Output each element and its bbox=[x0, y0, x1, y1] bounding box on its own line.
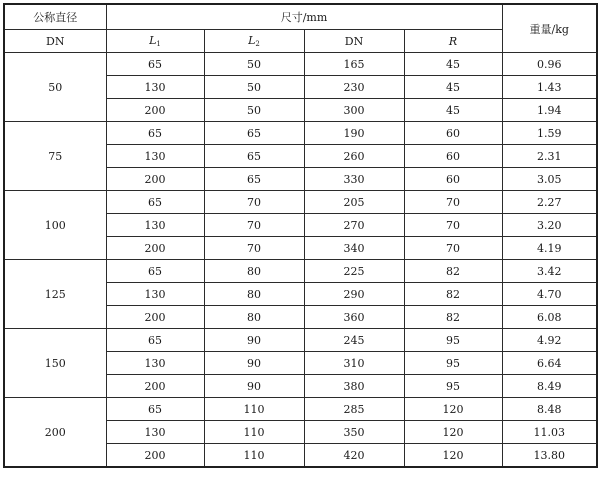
r-cell: 82 bbox=[404, 283, 502, 306]
l1-cell: 200 bbox=[106, 168, 204, 191]
weight-cell: 3.05 bbox=[502, 168, 597, 191]
l2-cell: 80 bbox=[204, 260, 304, 283]
weight-cell: 6.64 bbox=[502, 352, 597, 375]
dn-size-cell: 190 bbox=[304, 122, 404, 145]
l2-cell: 110 bbox=[204, 398, 304, 421]
l1-cell: 65 bbox=[106, 329, 204, 352]
header-nominal-diameter: 公称直径 bbox=[4, 4, 106, 30]
dn-size-cell: 205 bbox=[304, 191, 404, 214]
dn-size-cell: 380 bbox=[304, 375, 404, 398]
weight-cell: 2.27 bbox=[502, 191, 597, 214]
dn-size-cell: 165 bbox=[304, 53, 404, 76]
l1-cell: 130 bbox=[106, 214, 204, 237]
l1-cell: 65 bbox=[106, 260, 204, 283]
header-l2-base: L bbox=[248, 34, 256, 47]
l2-cell: 80 bbox=[204, 283, 304, 306]
header-row-1 bbox=[4, 4, 597, 30]
table-row bbox=[4, 122, 597, 145]
l2-cell: 90 bbox=[204, 352, 304, 375]
l1-cell: 130 bbox=[106, 76, 204, 99]
weight-cell: 3.42 bbox=[502, 260, 597, 283]
dn-size-cell: 310 bbox=[304, 352, 404, 375]
weight-cell: 11.03 bbox=[502, 421, 597, 444]
dn-size-cell: 330 bbox=[304, 168, 404, 191]
r-cell: 45 bbox=[404, 99, 502, 122]
weight-cell: 1.94 bbox=[502, 99, 597, 122]
header-weight: 重量/kg bbox=[502, 4, 597, 53]
l2-cell: 65 bbox=[204, 122, 304, 145]
header-dimensions: 尺寸/mm bbox=[106, 4, 502, 30]
weight-cell: 4.19 bbox=[502, 237, 597, 260]
l1-cell: 200 bbox=[106, 306, 204, 329]
r-cell: 95 bbox=[404, 375, 502, 398]
r-cell: 120 bbox=[404, 421, 502, 444]
header-r: R bbox=[404, 30, 502, 53]
r-cell: 70 bbox=[404, 214, 502, 237]
weight-cell: 0.96 bbox=[502, 53, 597, 76]
nominal-dn-cell: 100 bbox=[4, 191, 106, 260]
header-l1-sub: 1 bbox=[156, 40, 161, 48]
r-cell: 70 bbox=[404, 237, 502, 260]
l1-cell: 65 bbox=[106, 398, 204, 421]
weight-cell: 3.20 bbox=[502, 214, 597, 237]
table-row bbox=[4, 191, 597, 214]
header-l2-sub: 2 bbox=[255, 40, 260, 48]
l2-cell: 65 bbox=[204, 168, 304, 191]
weight-cell: 2.31 bbox=[502, 145, 597, 168]
l1-cell: 65 bbox=[106, 53, 204, 76]
r-cell: 60 bbox=[404, 122, 502, 145]
l2-cell: 65 bbox=[204, 145, 304, 168]
l2-cell: 70 bbox=[204, 214, 304, 237]
table-row bbox=[4, 53, 597, 76]
r-cell: 60 bbox=[404, 145, 502, 168]
l2-cell: 110 bbox=[204, 444, 304, 468]
r-cell: 45 bbox=[404, 53, 502, 76]
r-cell: 70 bbox=[404, 191, 502, 214]
r-cell: 95 bbox=[404, 352, 502, 375]
header-l1 bbox=[106, 30, 204, 53]
l1-cell: 200 bbox=[106, 99, 204, 122]
r-cell: 82 bbox=[404, 260, 502, 283]
weight-cell: 1.59 bbox=[502, 122, 597, 145]
r-cell: 120 bbox=[404, 444, 502, 468]
l1-cell: 200 bbox=[106, 375, 204, 398]
l2-cell: 90 bbox=[204, 329, 304, 352]
l2-cell: 110 bbox=[204, 421, 304, 444]
dn-size-cell: 360 bbox=[304, 306, 404, 329]
header-dn-size: DN bbox=[304, 30, 404, 53]
header-l1-base: L bbox=[149, 34, 157, 47]
r-cell: 120 bbox=[404, 398, 502, 421]
spec-table bbox=[3, 3, 598, 468]
weight-cell: 1.43 bbox=[502, 76, 597, 99]
weight-cell: 13.80 bbox=[502, 444, 597, 468]
dn-size-cell: 225 bbox=[304, 260, 404, 283]
weight-cell: 8.49 bbox=[502, 375, 597, 398]
l1-cell: 130 bbox=[106, 145, 204, 168]
header-l2 bbox=[204, 30, 304, 53]
table-row bbox=[4, 260, 597, 283]
r-cell: 82 bbox=[404, 306, 502, 329]
l1-cell: 130 bbox=[106, 283, 204, 306]
dn-size-cell: 350 bbox=[304, 421, 404, 444]
weight-cell: 4.92 bbox=[502, 329, 597, 352]
dn-size-cell: 285 bbox=[304, 398, 404, 421]
l1-cell: 65 bbox=[106, 191, 204, 214]
l2-cell: 70 bbox=[204, 191, 304, 214]
l2-cell: 50 bbox=[204, 99, 304, 122]
r-cell: 45 bbox=[404, 76, 502, 99]
dn-size-cell: 245 bbox=[304, 329, 404, 352]
table-row bbox=[4, 329, 597, 352]
l1-cell: 130 bbox=[106, 421, 204, 444]
l2-cell: 80 bbox=[204, 306, 304, 329]
l1-cell: 130 bbox=[106, 352, 204, 375]
dn-size-cell: 230 bbox=[304, 76, 404, 99]
dn-size-cell: 420 bbox=[304, 444, 404, 468]
l2-cell: 50 bbox=[204, 76, 304, 99]
l2-cell: 90 bbox=[204, 375, 304, 398]
r-cell: 95 bbox=[404, 329, 502, 352]
nominal-dn-cell: 75 bbox=[4, 122, 106, 191]
dn-size-cell: 340 bbox=[304, 237, 404, 260]
table-row bbox=[4, 398, 597, 421]
l2-cell: 50 bbox=[204, 53, 304, 76]
l1-cell: 200 bbox=[106, 237, 204, 260]
weight-cell: 8.48 bbox=[502, 398, 597, 421]
l1-cell: 65 bbox=[106, 122, 204, 145]
nominal-dn-cell: 50 bbox=[4, 53, 106, 122]
header-dn: DN bbox=[4, 30, 106, 53]
nominal-dn-cell: 200 bbox=[4, 398, 106, 468]
nominal-dn-cell: 150 bbox=[4, 329, 106, 398]
r-cell: 60 bbox=[404, 168, 502, 191]
l1-cell: 200 bbox=[106, 444, 204, 468]
weight-cell: 4.70 bbox=[502, 283, 597, 306]
dn-size-cell: 290 bbox=[304, 283, 404, 306]
dn-size-cell: 270 bbox=[304, 214, 404, 237]
dn-size-cell: 300 bbox=[304, 99, 404, 122]
spec-table-container bbox=[3, 3, 598, 468]
l2-cell: 70 bbox=[204, 237, 304, 260]
dn-size-cell: 260 bbox=[304, 145, 404, 168]
weight-cell: 6.08 bbox=[502, 306, 597, 329]
nominal-dn-cell: 125 bbox=[4, 260, 106, 329]
